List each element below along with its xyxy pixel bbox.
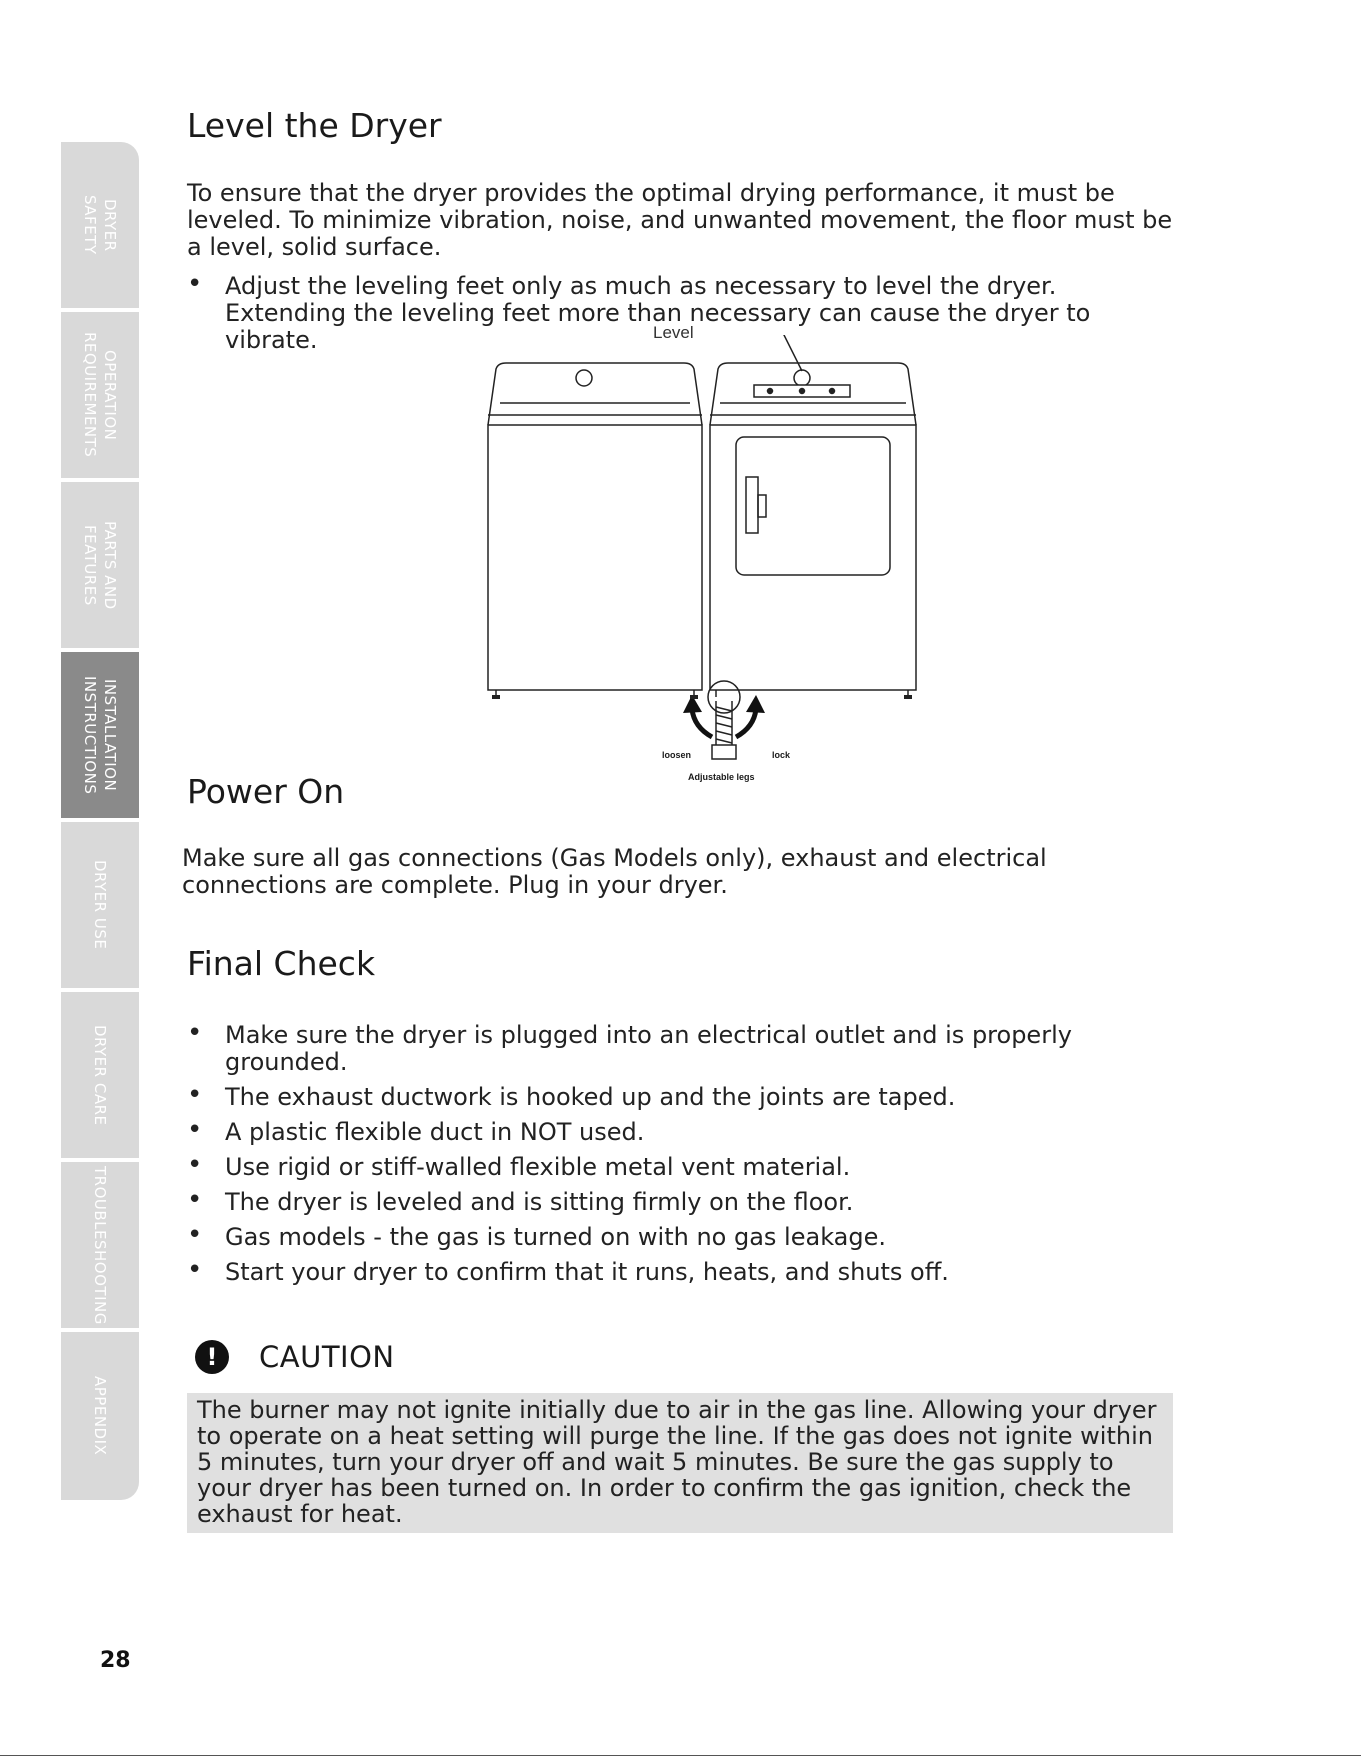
tab-label: APPENDIX (91, 1376, 109, 1456)
tab-label: DRYER USE (91, 860, 109, 950)
tab-appendix[interactable] (61, 1332, 139, 1500)
list-item: • Start your dryer to confirm that it runs, heats, and shuts off. (187, 1259, 1187, 1286)
power-text: Make sure all gas connections (Gas Models only), exhaust and electrical connections are complete. Plug in your dryer. (182, 844, 1047, 899)
caution-header (195, 1340, 395, 1374)
exclamation-icon: ! (195, 1340, 229, 1374)
caution-text: The burner may not ignite initially due to air in the gas line. Allowing your dryer to operate on a heat setting will purge the line. If the gas does not ignite within 5 minutes, turn your dryer off and wait 5 minutes. Be sure the gas supply to your dryer has been turned on. In order to confirm the gas ignition, check the exhaust for heat. (197, 1396, 1157, 1528)
leveling-diagram (480, 323, 920, 795)
tab-troubleshooting[interactable] (61, 1162, 139, 1330)
tab-label: DRYER SAFETY (81, 195, 119, 255)
list-item: • Make sure the dryer is plugged into an electrical outlet and is properly grounded. (187, 1022, 1187, 1076)
tab-dryer-care[interactable] (61, 992, 139, 1160)
level-intro: To ensure that the dryer provides the optimal drying performance, it must be leveled. To minimize vibration, noise, and unwanted movement, the floor must be a level, solid surface. (187, 179, 1173, 261)
tab-label: TROUBLESHOOTING (91, 1165, 109, 1325)
final-check-heading: Final Check (187, 944, 376, 983)
list-item: • Use rigid or stiff-walled flexible metal vent material. (187, 1154, 1187, 1181)
list-item: • Gas models - the gas is turned on with no gas leakage. (187, 1224, 1187, 1251)
list-item: • The exhaust ductwork is hooked up and the joints are taped. (187, 1084, 1187, 1111)
tab-label: INSTALLATION INSTRUCTIONS (81, 675, 119, 795)
level-tool-label: Level (653, 323, 694, 342)
adjustable-legs-label: Adjustable legs (688, 772, 755, 782)
final-check-list (187, 1022, 1187, 1294)
tab-label: PARTS AND FEATURES (81, 520, 119, 610)
dryer-illustration (480, 335, 920, 795)
level-heading: Level the Dryer (187, 106, 442, 145)
page-number: 28 (100, 1648, 131, 1673)
power-heading: Power On (187, 772, 345, 811)
caution-title: CAUTION (259, 1340, 395, 1374)
section-tabs (61, 142, 139, 1502)
tab-label: DRYER CARE (91, 1024, 109, 1126)
loosen-label: loosen (662, 750, 692, 760)
lock-label: lock (772, 750, 791, 760)
list-item: • A plastic flexible duct in NOT used. (187, 1119, 1187, 1146)
tab-dryer-safety[interactable] (61, 142, 139, 310)
list-item: • The dryer is leveled and is sitting firmly on the floor. (187, 1189, 1187, 1216)
tab-parts-and-features[interactable] (61, 482, 139, 650)
bottom-rule (0, 1755, 1361, 1756)
tab-label: OPERATION REQUIREMENTS (81, 332, 119, 458)
list-item: • Adjust the leveling feet only as much as necessary to level the dryer. Extending the leveling feet more than necessary can cause the dryer to vibrate. (187, 273, 1165, 354)
tab-dryer-use[interactable] (61, 822, 139, 990)
tab-operation-requirements[interactable] (61, 312, 139, 480)
caution-box (187, 1393, 1173, 1533)
tab-installation-instructions[interactable] (61, 652, 139, 820)
